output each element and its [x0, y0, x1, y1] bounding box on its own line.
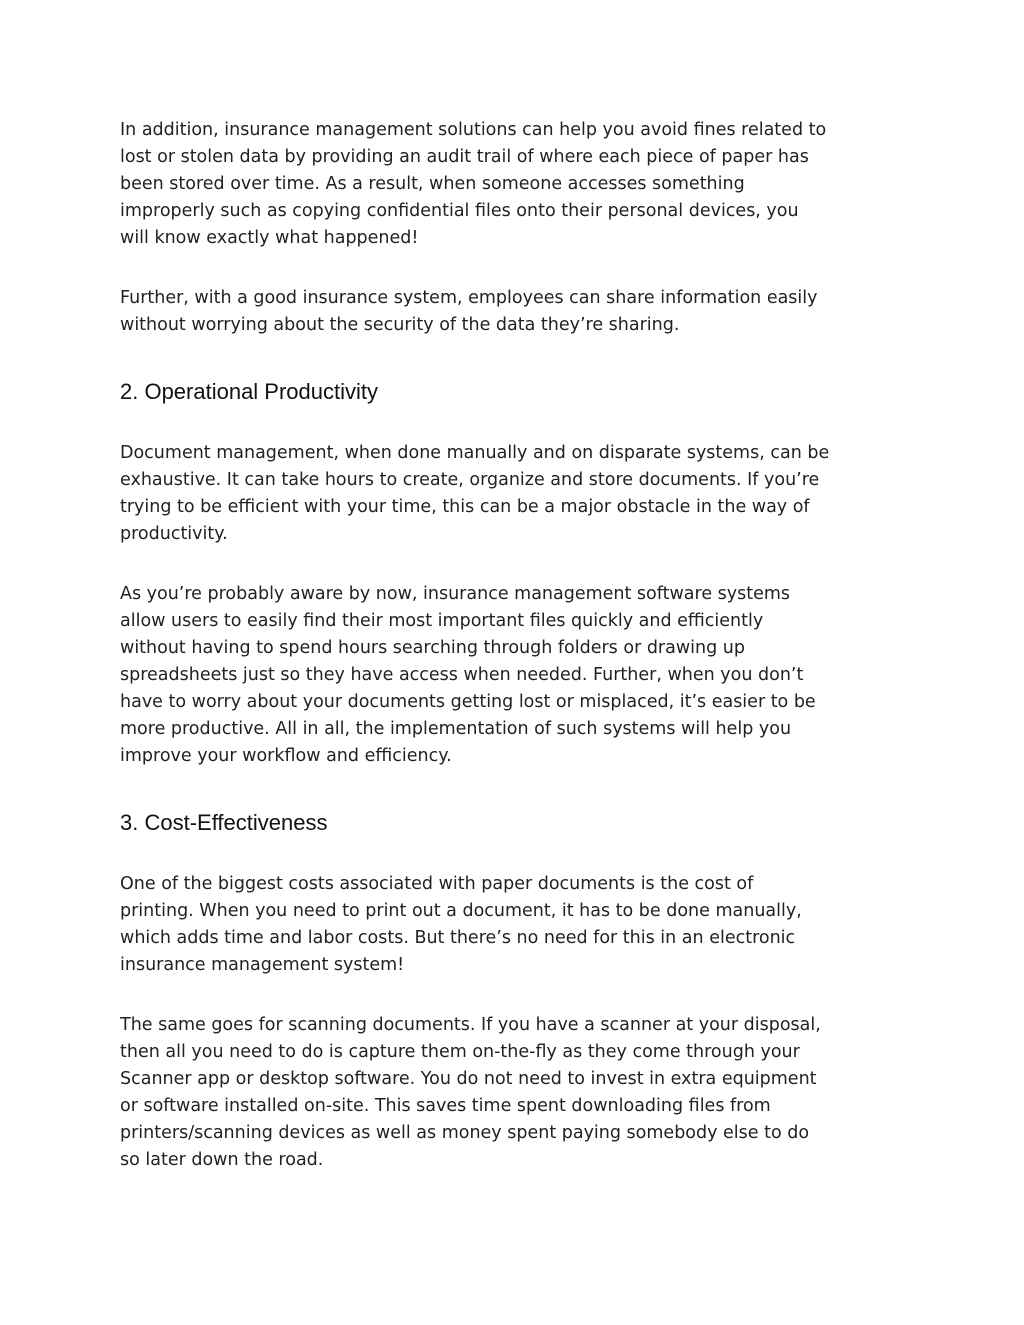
- paragraph-audit-trail: In addition, insurance management solutions can help you avoid fines related to lost or stolen data by providing an audit trail of where each piece of paper has been stored over time. As a result, when someone accesses something improperly such as copying confidential files onto their personal devices, you will know exactly what happened!: [120, 120, 827, 248]
- document-page: [120, 117, 910, 1174]
- paragraph-document-management: Document management, when done manually and on disparate systems, can be exhaustive. It can take hours to create, organize and store documents. If you’re trying to be efficient with your time, this can be a major obstacle in the way of productivity.: [120, 443, 830, 544]
- section-heading-operational-productivity: 2. Operational Productivity: [120, 379, 379, 404]
- section-heading-cost-effectiveness: 3. Cost-Effectiveness: [120, 810, 328, 835]
- paragraph-scanning: The same goes for scanning documents. If you have a scanner at your disposal, then all you need to do is capture them on-the-fly as they come through your Scanner app or desktop software. You do not need to invest in extra equipment or software installed on-site. This saves time spent downloading files from printers/scanning devices as well as money spent paying somebody else to do so later down the road.: [120, 1015, 821, 1170]
- paragraph-software-systems: As you’re probably aware by now, insurance management software systems allow users to easily find their most important files quickly and efficiently without having to spend hours searching through folders or drawing up spreadsheets just so they have access when needed. Further, when you don’t have to worry about your documents getting lost or misplaced, it’s easier to be more productive. All in all, the implementation of such systems will help you improve your workflow and efficiency.: [120, 584, 816, 766]
- paragraph-printing-costs: One of the biggest costs associated with paper documents is the cost of printing. When you need to print out a document, it has to be done manually, which adds time and labor costs. But there’s no need for this in an electronic insurance management system!: [120, 874, 802, 975]
- paragraph-sharing: Further, with a good insurance system, employees can share information easily without worrying about the security of the data they’re sharing.: [120, 288, 818, 335]
